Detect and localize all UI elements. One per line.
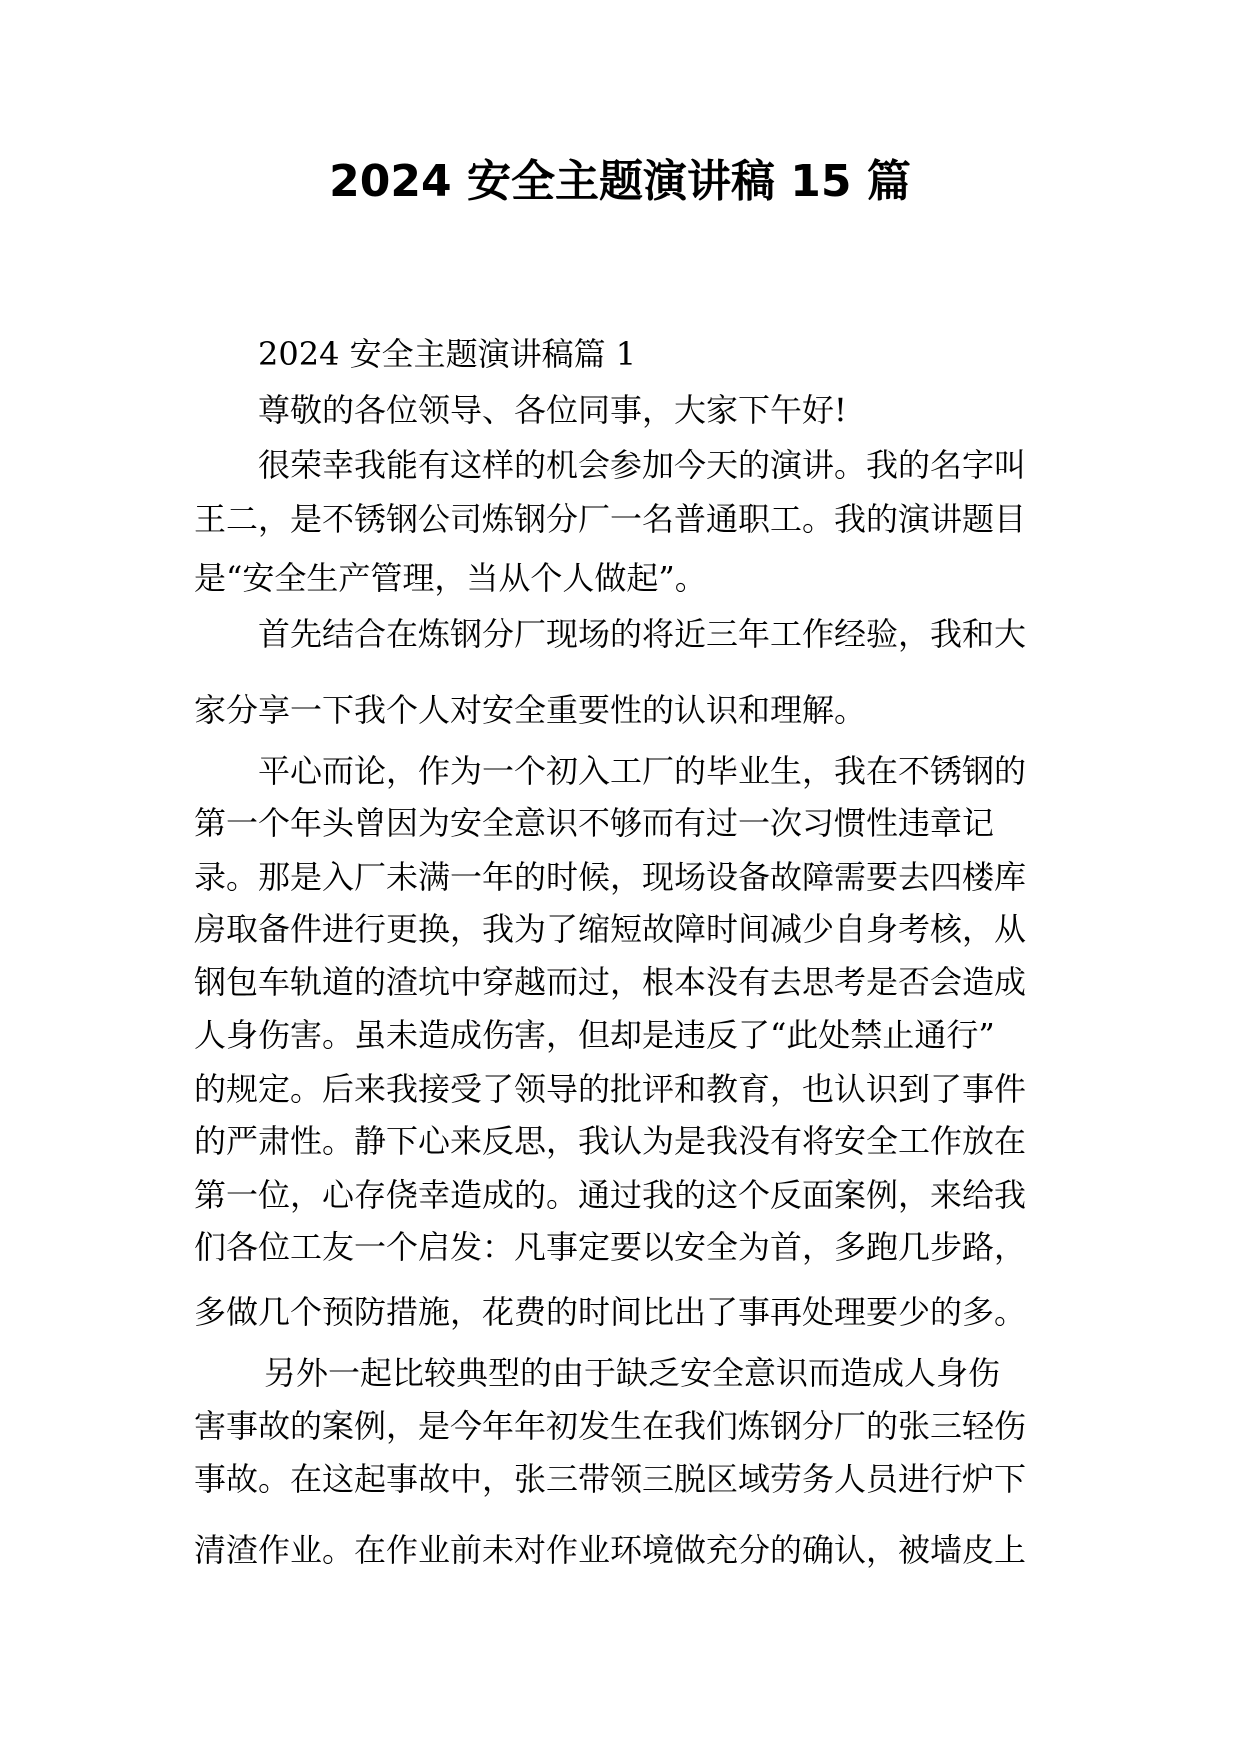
- paragraph-line: 钢包车轨道的渣坑中穿越而过，根本没有去思考是否会造成: [194, 963, 1027, 1001]
- paragraph-line: 多做几个预防措施，花费的时间比出了事再处理要少的多。: [194, 1293, 1027, 1331]
- paragraph-line: 首先结合在炼钢分厂现场的将近三年工作经验，我和大: [258, 615, 1027, 653]
- paragraph-line: 们各位工友一个启发：凡事定要以安全为首，多跑几步路，: [194, 1228, 1027, 1266]
- paragraph-line: 害事故的案例，是今年年初发生在我们炼钢分厂的张三轻伤: [194, 1407, 1027, 1445]
- paragraph-line: 的规定。后来我接受了领导的批评和教育，也认识到了事件: [194, 1070, 1027, 1108]
- paragraph-line: 第一位，心存侥幸造成的。通过我的这个反面案例，来给我: [194, 1176, 1027, 1214]
- paragraph-line: 很荣幸我能有这样的机会参加今天的演讲。我的名字叫: [258, 446, 1027, 484]
- paragraph-line: 尊敬的各位领导、各位同事，大家下午好!: [258, 391, 847, 429]
- paragraph-line: 王二，是不锈钢公司炼钢分厂一名普通职工。我的演讲题目: [194, 500, 1027, 538]
- paragraph-line: 的严肃性。静下心来反思，我认为是我没有将安全工作放在: [194, 1122, 1027, 1160]
- paragraph-line: 是“安全生产管理，当从个人做起”。: [194, 559, 707, 597]
- paragraph-line: 事故。在这起事故中，张三带领三脱区域劳务人员进行炉下: [194, 1460, 1027, 1498]
- paragraph-line: 第一个年头曾因为安全意识不够而有过一次习惯性违章记: [194, 804, 995, 842]
- paragraph-line: 家分享一下我个人对安全重要性的认识和理解。: [194, 691, 867, 729]
- document-title: 2024 安全主题演讲稿 15 篇: [329, 156, 911, 207]
- paragraph-line: 另外一起比较典型的由于缺乏安全意识而造成人身伤: [264, 1354, 1001, 1392]
- paragraph-line: 房取备件进行更换，我为了缩短故障时间减少自身考核，从: [194, 910, 1027, 948]
- paragraph-line: 人身伤害。虽未造成伤害，但却是违反了“此处禁止通行”: [194, 1016, 995, 1054]
- paragraph-line: 录。那是入厂未满一年的时候，现场设备故障需要去四楼库: [194, 858, 1027, 896]
- section-heading: 2024 安全主题演讲稿篇 1: [258, 335, 637, 373]
- paragraph-line: 清渣作业。在作业前未对作业环境做充分的确认，被墙皮上: [194, 1531, 1027, 1569]
- paragraph-line: 平心而论，作为一个初入工厂的毕业生，我在不锈钢的: [258, 752, 1027, 790]
